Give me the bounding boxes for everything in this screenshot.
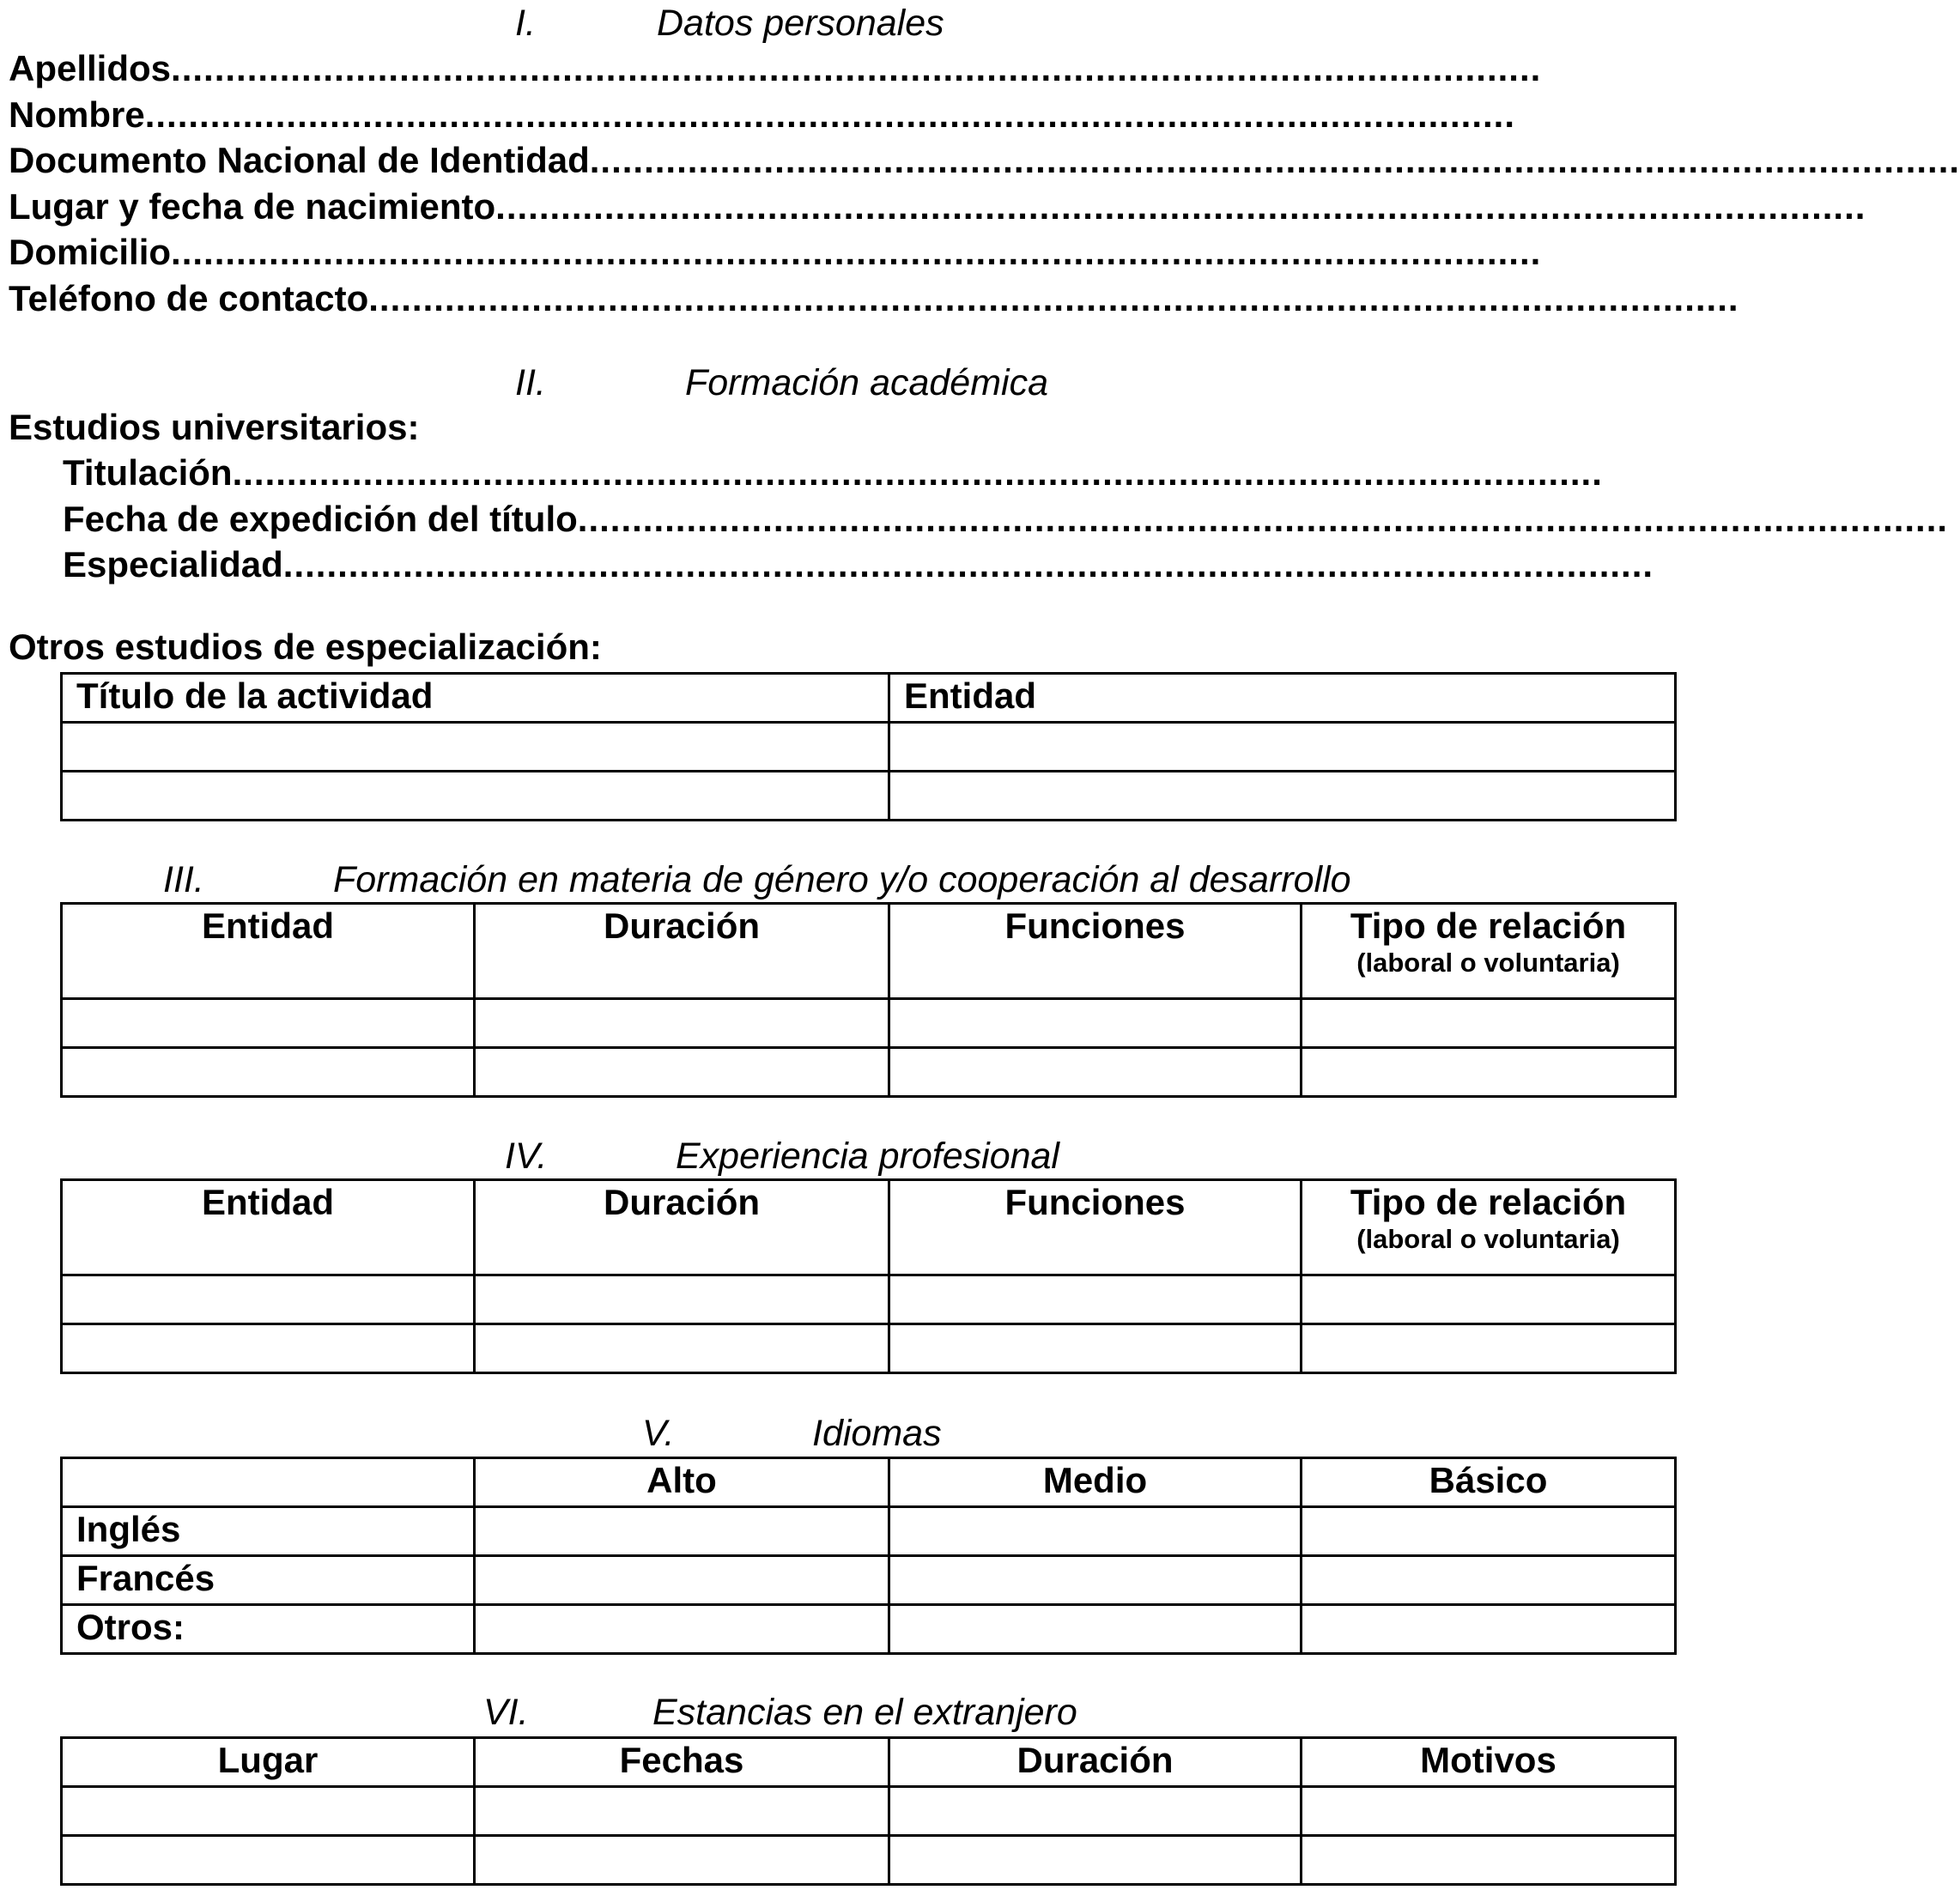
table-row: [62, 772, 1676, 821]
field-label: Documento Nacional de Identidad: [9, 140, 590, 180]
idiomas-table: [60, 1457, 1677, 1655]
field-dni[interactable]: Documento Nacional de Identidad..............................................................................................................................: [9, 140, 1960, 180]
column-header-duracion: Duración: [889, 1738, 1302, 1787]
field-telefono[interactable]: Teléfono de contacto..............................................................................................................................: [9, 278, 1739, 318]
table-cell[interactable]: [1302, 1048, 1676, 1097]
table-row: [62, 1048, 1676, 1097]
table-row: [62, 723, 1676, 772]
table-row: [62, 1836, 1676, 1885]
table-row: [62, 999, 1676, 1048]
otros-estudios-label: Otros estudios de especialización:: [9, 627, 602, 667]
column-header-duracion: Duración: [475, 904, 889, 999]
field-titulacion[interactable]: Titulación..............................................................................................................................: [63, 452, 1603, 493]
column-header-duracion: Duración: [475, 1180, 889, 1275]
table-row: [62, 1787, 1676, 1836]
column-header-subtitle: (laboral o voluntaria): [1356, 1224, 1620, 1254]
table-cell[interactable]: [62, 1048, 475, 1097]
table-cell[interactable]: [62, 772, 889, 821]
column-header-entidad: Entidad: [889, 674, 1676, 723]
field-especialidad[interactable]: Especialidad..............................................................................................................................: [63, 544, 1654, 585]
column-header-titulo: Título de la actividad: [62, 674, 889, 723]
section-number: IV.: [505, 1136, 548, 1177]
table-cell[interactable]: [1302, 999, 1676, 1048]
table-cell[interactable]: [62, 723, 889, 772]
field-fecha-expedicion[interactable]: Fecha de expedición del título..............................................................................................................................: [63, 499, 1949, 539]
table-cell[interactable]: [1302, 1507, 1676, 1556]
table-cell[interactable]: [1302, 1836, 1676, 1885]
table-cell[interactable]: [62, 999, 475, 1048]
table-cell[interactable]: [889, 772, 1676, 821]
table-cell[interactable]: [1302, 1275, 1676, 1324]
column-header-tipo-relacion: [1302, 904, 1676, 999]
section-title: Datos personales: [657, 3, 944, 44]
section-number: I.: [515, 3, 536, 44]
table-cell[interactable]: [1302, 1556, 1676, 1605]
table-cell[interactable]: [889, 1324, 1302, 1373]
table-cell[interactable]: [889, 1556, 1302, 1605]
table-cell[interactable]: [62, 1324, 475, 1373]
section-title: Experiencia profesional: [676, 1136, 1059, 1177]
field-label: Apellidos: [9, 48, 172, 88]
table-cell[interactable]: [475, 1787, 889, 1836]
column-header-label: Tipo de relación: [1350, 906, 1627, 946]
table-cell[interactable]: [1302, 1787, 1676, 1836]
genero-table: [60, 902, 1677, 1098]
estudios-universitarios-label: Estudios universitarios:: [9, 407, 420, 447]
column-header-subtitle: (laboral o voluntaria): [1356, 948, 1620, 978]
section-number: II.: [515, 362, 546, 403]
table-row: [62, 1556, 1676, 1605]
section-number: III.: [163, 859, 204, 900]
field-label: Titulación: [63, 452, 233, 493]
column-header-alto: Alto: [475, 1458, 889, 1507]
table-cell[interactable]: [889, 1605, 1302, 1654]
column-header-funciones: Funciones: [889, 904, 1302, 999]
field-label: Domicilio: [9, 232, 172, 272]
section-number: VI.: [483, 1692, 529, 1733]
section-title: Formación académica: [685, 362, 1049, 403]
column-header-basico: Básico: [1302, 1458, 1676, 1507]
field-domicilio[interactable]: Domicilio..............................................................................................................................: [9, 232, 1542, 272]
column-header-tipo-relacion: [1302, 1180, 1676, 1275]
section-title: Estancias en el extranjero: [652, 1692, 1077, 1733]
table-cell[interactable]: [889, 1275, 1302, 1324]
table-cell[interactable]: [475, 1507, 889, 1556]
otros-estudios-table: [60, 672, 1677, 821]
table-row: [62, 1507, 1676, 1556]
table-row: [62, 1605, 1676, 1654]
section-title: Formación en materia de género y/o cooperación al desarrollo: [333, 859, 1351, 900]
table-cell[interactable]: [475, 1556, 889, 1605]
field-lugar-fecha-nacimiento[interactable]: Lugar y fecha de nacimiento..............................................................................................................................: [9, 186, 1866, 227]
row-label-ingles: Inglés: [62, 1507, 475, 1556]
column-header-lugar: Lugar: [62, 1738, 475, 1787]
table-cell[interactable]: [62, 1275, 475, 1324]
table-cell[interactable]: [889, 999, 1302, 1048]
row-label-otros: Otros:: [62, 1605, 475, 1654]
table-cell[interactable]: [62, 1787, 475, 1836]
table-cell[interactable]: [475, 1048, 889, 1097]
row-label-frances: Francés: [62, 1556, 475, 1605]
table-row: [62, 1275, 1676, 1324]
column-header-label: Tipo de relación: [1350, 1182, 1627, 1222]
table-row: [62, 1324, 1676, 1373]
table-cell[interactable]: [475, 1324, 889, 1373]
table-cell[interactable]: [1302, 1605, 1676, 1654]
column-header-entidad: Entidad: [62, 1180, 475, 1275]
table-cell[interactable]: [889, 1507, 1302, 1556]
column-header-funciones: Funciones: [889, 1180, 1302, 1275]
table-cell[interactable]: [889, 1836, 1302, 1885]
section-number: V.: [642, 1413, 675, 1454]
table-cell[interactable]: [475, 1275, 889, 1324]
column-header-motivos: Motivos: [1302, 1738, 1676, 1787]
field-label: Lugar y fecha de nacimiento: [9, 186, 496, 227]
section-title: Idiomas: [812, 1413, 942, 1454]
field-apellidos[interactable]: Apellidos..............................................................................................................................: [9, 48, 1542, 88]
field-nombre[interactable]: Nombre..............................................................................................................................: [9, 94, 1515, 135]
table-cell[interactable]: [475, 1836, 889, 1885]
field-label: Teléfono de contacto: [9, 278, 369, 318]
field-label: Especialidad: [63, 544, 283, 585]
table-cell[interactable]: [889, 1048, 1302, 1097]
table-cell[interactable]: [62, 1836, 475, 1885]
table-cell[interactable]: [1302, 1324, 1676, 1373]
table-cell[interactable]: [889, 723, 1676, 772]
table-cell[interactable]: [889, 1787, 1302, 1836]
table-cell-empty: [62, 1458, 475, 1507]
estancias-table: [60, 1736, 1677, 1886]
column-header-medio: Medio: [889, 1458, 1302, 1507]
field-label: Fecha de expedición del título: [63, 499, 578, 539]
experiencia-table: [60, 1178, 1677, 1374]
field-label: Nombre: [9, 94, 145, 135]
column-header-entidad: Entidad: [62, 904, 475, 999]
table-cell[interactable]: [475, 1605, 889, 1654]
table-cell[interactable]: [475, 999, 889, 1048]
column-header-fechas: Fechas: [475, 1738, 889, 1787]
